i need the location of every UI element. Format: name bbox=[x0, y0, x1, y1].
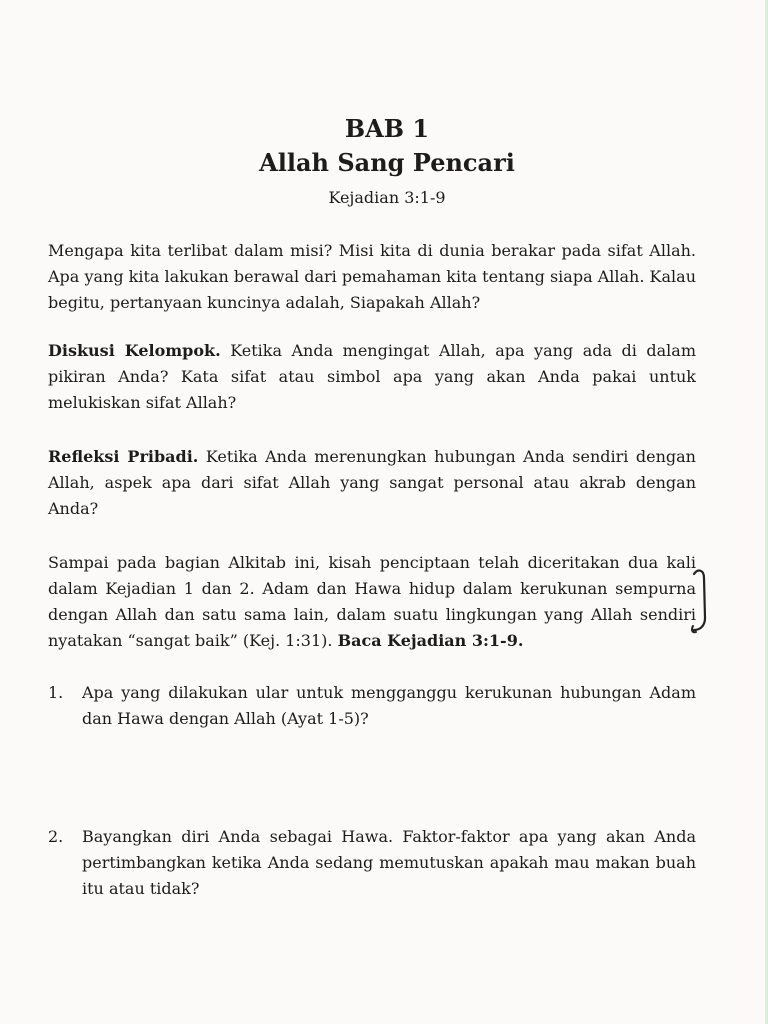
question-item bbox=[48, 680, 696, 732]
question-item bbox=[48, 824, 696, 902]
document-page bbox=[48, 112, 696, 902]
personal-reflection-paragraph bbox=[48, 444, 696, 522]
scripture-reference: Kejadian 3:1-9 bbox=[328, 188, 446, 207]
question-number: 1. bbox=[48, 683, 64, 702]
group-discussion-label: Diskusi Kelompok. bbox=[48, 341, 221, 360]
chapter-number: BAB 1 bbox=[344, 114, 430, 143]
personal-reflection-text: Ketika Anda merenungkan hubungan Anda sendiri dengan Allah, aspek apa dari sifat Allah yang sangat personal atau akrab dengan Anda? bbox=[48, 447, 696, 518]
group-discussion-paragraph bbox=[48, 338, 696, 416]
handwritten-bracket-mark bbox=[688, 566, 710, 636]
question-text: Bayangkan diri Anda sebagai Hawa. Faktor-faktor apa yang akan Anda pertimbangkan ketika Anda sedang memutuskan apakah mau makan buah itu atau tidak? bbox=[82, 827, 696, 898]
group-discussion-text: Ketika Anda mengingat Allah, apa yang ada di dalam pikiran Anda? Kata sifat atau simbol apa yang akan Anda pakai untuk melukiskan sifat Allah? bbox=[48, 341, 697, 412]
chapter-title: Allah Sang Pencari bbox=[259, 148, 515, 177]
context-text: Sampai pada bagian Alkitab ini, kisah penciptaan telah diceritakan dua kali dalam Kejadian 1 dan 2. Adam dan Hawa hidup dalam kerukunan sempurna dengan Allah dan satu sama lain, dalam suatu lingkungan yang Allah sendiri nyatakan “sangat baik” (Kej. 1:31). bbox=[48, 553, 696, 650]
question-number: 2. bbox=[48, 827, 64, 846]
context-paragraph bbox=[48, 550, 696, 654]
personal-reflection-label: Refleksi Pribadi. bbox=[48, 447, 199, 466]
read-instruction: Baca Kejadian 3:1-9. bbox=[337, 631, 524, 650]
intro-paragraph: Mengapa kita terlibat dalam misi? Misi kita di dunia berakar pada sifat Allah. Apa yang kita lakukan berawal dari pemahaman kita tentang siapa Allah. Kalau begitu, pertanyaan kuncinya adalah, Siapakah Allah? bbox=[48, 241, 696, 312]
question-text: Apa yang dilakukan ular untuk mengganggu kerukunan hubungan Adam dan Hawa dengan Allah (Ayat 1-5)? bbox=[82, 683, 696, 728]
chapter-heading bbox=[78, 112, 696, 210]
